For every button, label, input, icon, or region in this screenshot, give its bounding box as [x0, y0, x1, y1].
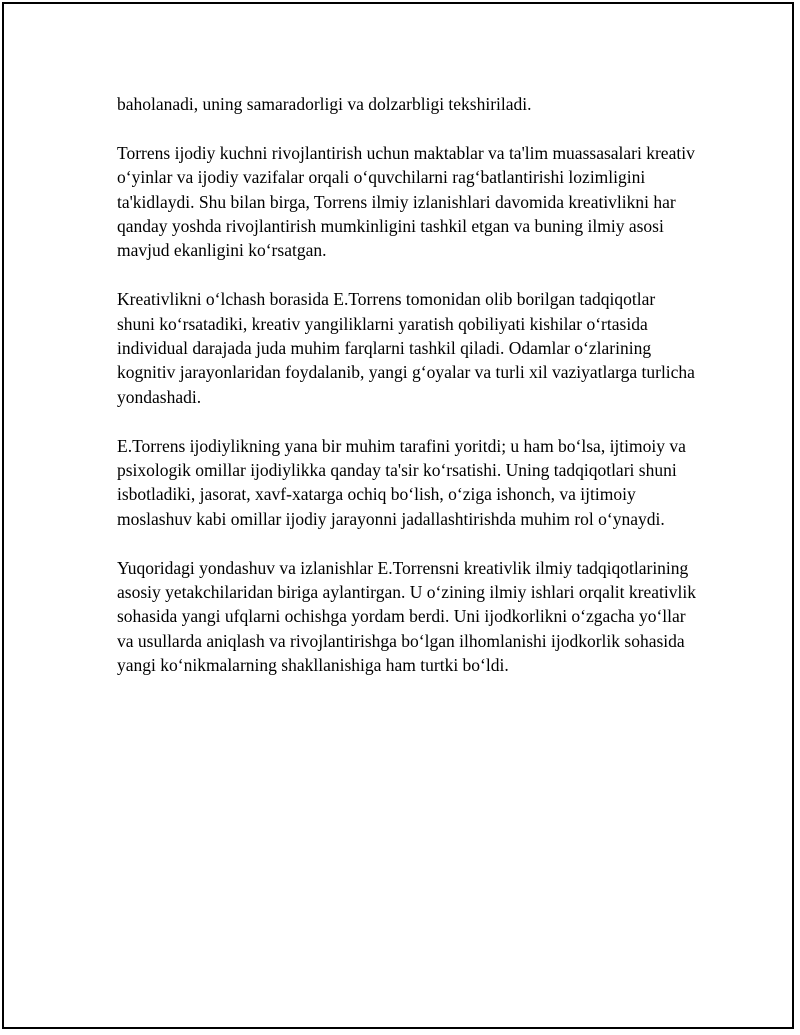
paragraph-5: Yuqoridagi yondashuv va izlanishlar E.Torrensni kreativlik ilmiy tadqiqotlarining asosiy yetakchilaridan biriga aylantirgan. U o‘zining ilmiy ishlari orqalit kreativlik sohasida yangi ufqlarni ochishga yordam berdi. Uni ijodkorlikni o‘zgacha yo‘llar va usullarda aniqlash va rivojlantirishga bo‘lgan ilhomlanishi ijodkorlik sohasida yangi ko‘nikmalarning shakllanishiga ham turtki bo‘ldi.	[117, 557, 696, 676]
paragraph-1: baholanadi, uning samaradorligi va dolzarbligi tekshiriladi.	[117, 94, 532, 114]
paragraph-4: E.Torrens ijodiylikning yana bir muhim tarafini yoritdi; u ham bo‘lsa, ijtimoiy va psixologik omillar ijodiylikka qanday ta'sir ko‘rsatishi. Uning tadqiqotlari shuni isbotladiki, jasorat, xavf-xatarga ochiq bo‘lish, o‘ziga ishonch, va ijtimoiy moslashuv kabi omillar ijodiy jarayonni jadallashtirishda muhim rol o‘ynaydi.	[117, 435, 686, 529]
paragraph-2: Torrens ijodiy kuchni rivojlantirish uchun maktablar va ta'lim muassasalari kreativ o‘yinlar va ijodiy vazifalar orqali o‘quvchilarni rag‘batlantirishi lozimligini ta'kidlaydi. Shu bilan birga, Torrens ilmiy izlanishlari davomida kreativlikni har qanday yoshda rivojlantirish mumkinligini tashkil etgan va buning ilmiy asosi mavjud ekanligini ko‘rsatgan.	[117, 142, 695, 261]
paragraph-3: Kreativlikni o‘lchash borasida E.Torrens tomonidan olib borilgan tadqiqotlar shuni ko‘rsatadiki, kreativ yangiliklarni yaratish qobiliyati kishilar o‘rtasida individual darajada juda muhim farqlarni tashkil qiladi. Odamlar o‘zlarining kognitiv jarayonlaridan foydalanib, yangi g‘oyalar va turli xil vaziyatlarga turlicha yondashadi.	[117, 289, 695, 407]
document-body	[117, 92, 697, 702]
